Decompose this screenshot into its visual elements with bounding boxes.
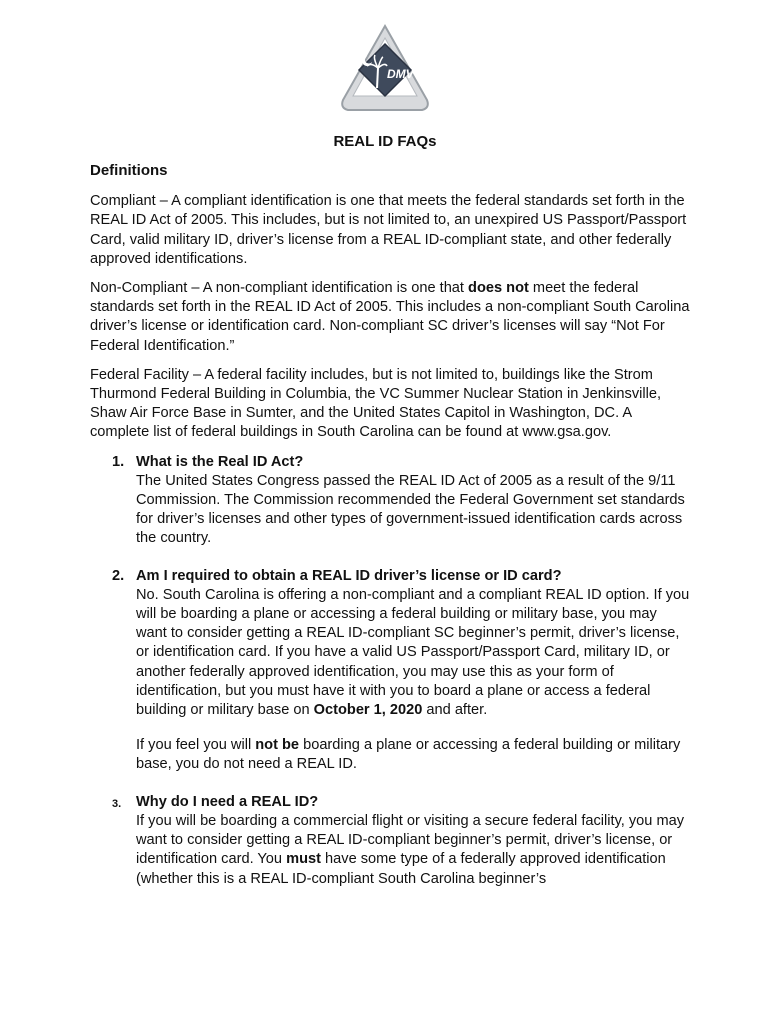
faq-answer <box>136 812 690 889</box>
faq-question: Am I required to obtain a REAL ID driver’s license or ID card? <box>136 567 562 584</box>
text-segment: meet the federal standards set forth in the REAL ID Act of 2005. This includes a non-compliant South Carolina driver’s license or identification card. Non-compliant SC driver’s licenses will say “Not For Federal Identification.” <box>90 280 690 354</box>
text-segment: If you will be boarding a commercial flight or visiting a secure federal facility, you may want to consider getting a REAL ID-compliant beginner’s permit, driver’s license, or identification card. You <box>136 812 685 868</box>
text-segment: If you feel you will <box>136 737 256 754</box>
faq-item <box>90 453 690 549</box>
page-title: REAL ID FAQs <box>333 133 437 150</box>
faq-item <box>90 567 690 775</box>
faq-question: Why do I need a REAL ID? <box>136 793 319 810</box>
faq-item <box>90 793 690 889</box>
text-segment: and after. <box>422 702 488 719</box>
emphasis-text: not be <box>255 737 300 754</box>
faq-number: 2. <box>112 567 125 584</box>
document-body <box>90 161 690 907</box>
emphasis-text: must <box>286 851 321 868</box>
definition-federal-facility: Federal Facility – A federal facility includes, but is not limited to, buildings like the Strom Thurmond Federal Building in Columbia, the VC Summer Nuclear Station in Jenkinsville, Shaw Air Force Base in Sumter, and the United States Capitol in Washington, DC. A complete list of federal buildings in South Carolina can be found at www.gsa.gov. <box>90 366 662 441</box>
faq-number: 3. <box>112 797 122 810</box>
text-segment: boarding a plane or accessing a federal building or military base, you do not need a REAL ID. <box>136 737 681 773</box>
text-segment: have some type of a federally approved identification (whether this is a REAL ID-compliant South Carolina beginner’s <box>136 851 666 887</box>
emphasis-text: October 1, 2020 <box>313 702 423 719</box>
text-segment: No. South Carolina is offering a non-compliant and a compliant REAL ID option. If you will be boarding a plane or accessing a federal building or military base, you may want to consider getting a REAL ID-compliant SC beginner’s permit, driver’s license, or identification card. If you have a valid US Passport/Passport Card, military ID, or another federally approved identification, you may use this as your form of identification, but you must have it with you to board a plane or access a federal building or military base on <box>136 586 690 719</box>
text-segment: Non-Compliant – A non-compliant identification is one that <box>90 280 469 297</box>
faq-question: What is the Real ID Act? <box>136 453 304 470</box>
faq-number: 1. <box>112 453 125 470</box>
faq-answer: The United States Congress passed the REAL ID Act of 2005 as a result of the 9/11 Commission. The Commission recommended the Federal Government set standards for driver’s licenses and other types of government-issued identification cards across the country. <box>136 472 685 547</box>
definition-noncompliant <box>90 279 690 356</box>
dmv-logo <box>337 22 433 122</box>
faq-answer <box>136 586 690 720</box>
definition-compliant: Compliant – A compliant identification is one that meets the federal standards set forth in the REAL ID Act of 2005. This includes, but is not limited to, an unexpired US Passport/Passport Card, valid military ID, driver’s license from a REAL ID-compliant state, and other federally approved identifications. <box>90 193 687 267</box>
emphasis-text: does not <box>468 280 529 297</box>
logo-text: DMV <box>387 67 414 81</box>
definitions-heading: Definitions <box>90 162 168 179</box>
faq-answer-continued <box>136 736 690 774</box>
